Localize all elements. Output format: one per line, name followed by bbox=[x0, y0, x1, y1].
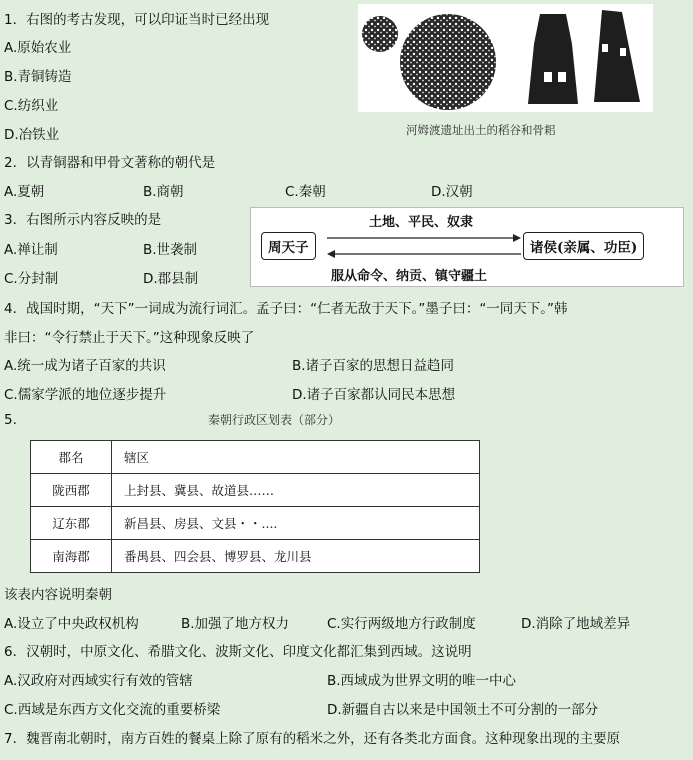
q3-option-d: D.郡县制 bbox=[143, 271, 199, 287]
diagram-bottom-text: 服从命令、纳贡、镇守疆土 bbox=[331, 269, 488, 284]
table-cell: 上封县、冀县、故道县…… bbox=[112, 474, 480, 507]
table-row bbox=[31, 474, 480, 507]
q3-option-a: A.禅让制 bbox=[4, 242, 58, 258]
q5-option-b: B.加强了地方权力 bbox=[181, 616, 290, 632]
q6-option-b: B.西域成为世界文明的唯一中心 bbox=[327, 673, 517, 689]
q7-stem: 7．魏晋南北朝时，南方百姓的餐桌上除了原有的稻米之外，还有各类北方面食。这种现象出现的主要原 bbox=[4, 731, 621, 747]
table-cell: 新昌县、房县、文县・・.... bbox=[112, 507, 480, 540]
q5-option-a: A.设立了中央政权机构 bbox=[4, 616, 139, 632]
diagram-top-text: 土地、平民、奴隶 bbox=[369, 215, 474, 230]
table-row bbox=[31, 507, 480, 540]
table-cell: 南海郡 bbox=[31, 540, 112, 573]
bone-spade-1 bbox=[528, 14, 578, 104]
table-header-row bbox=[31, 441, 480, 474]
q4-stem-line2: 非曰：“令行禁止于天下。”这种现象反映了 bbox=[4, 330, 255, 346]
table-cell: 辽东郡 bbox=[31, 507, 112, 540]
q6-option-c: C.西域是东西方文化交流的重要桥梁 bbox=[4, 702, 221, 718]
q5-number: 5. bbox=[4, 412, 17, 428]
q5-table-title: 秦朝行政区划表（部分） bbox=[208, 413, 341, 427]
table-cell: 陇西郡 bbox=[31, 474, 112, 507]
q5-option-c: C.实行两级地方行政制度 bbox=[327, 616, 476, 632]
q2-option-a: A.夏朝 bbox=[4, 184, 45, 200]
table-header-cell: 辖区 bbox=[112, 441, 480, 474]
table-header-cell: 郡名 bbox=[31, 441, 112, 474]
q5-stem: 该表内容说明秦朝 bbox=[4, 587, 112, 603]
q3-enfeoffment-diagram bbox=[250, 207, 684, 287]
q5-option-d: D.消除了地域差异 bbox=[521, 616, 631, 632]
q6-option-d: D.新疆自古以来是中国领土不可分割的一部分 bbox=[327, 702, 599, 718]
q4-option-c: C.儒家学派的地位逐步提升 bbox=[4, 387, 167, 403]
bone-spade-2 bbox=[594, 10, 640, 102]
q2-stem: 2．以青铜器和甲骨文著称的朝代是 bbox=[4, 155, 216, 171]
q2-option-d: D.汉朝 bbox=[431, 184, 473, 200]
q1-option-c: C.纺织业 bbox=[4, 98, 59, 114]
q1-artifact-photo bbox=[358, 4, 653, 112]
q4-option-b: B.诸子百家的思想日益趋同 bbox=[292, 358, 455, 374]
table-row bbox=[31, 540, 480, 573]
diagram-left-box: 周天子 bbox=[261, 232, 316, 260]
q1-option-a: A.原始农业 bbox=[4, 40, 72, 56]
diagram-arrows bbox=[251, 208, 683, 286]
q4-stem-line1: 4．战国时期，“天下”一词成为流行词汇。孟子曰：“仁者无敌于天下。”墨子曰：“一同天下。”韩 bbox=[4, 301, 568, 317]
q4-option-a: A.统一成为诸子百家的共识 bbox=[4, 358, 166, 374]
q3-option-c: C.分封制 bbox=[4, 271, 59, 287]
q3-option-b: B.世袭制 bbox=[143, 242, 198, 258]
q1-option-b: B.青铜铸造 bbox=[4, 69, 72, 85]
q2-option-b: B.商朝 bbox=[143, 184, 184, 200]
q2-option-c: C.秦朝 bbox=[285, 184, 326, 200]
table-cell: 番禺县、四会县、博罗县、龙川县 bbox=[112, 540, 480, 573]
q6-stem: 6．汉朝时，中原文化、希腊文化、波斯文化、印度文化都汇集到西域。这说明 bbox=[4, 644, 472, 660]
q1-figure-caption: 河姆渡遗址出土的稻谷和骨耜 bbox=[406, 123, 556, 137]
rice-grain-pile bbox=[400, 14, 496, 110]
q1-option-d: D.冶铁业 bbox=[4, 127, 60, 143]
q1-stem: 1．右图的考古发现，可以印证当时已经出现 bbox=[4, 12, 270, 28]
diagram-right-box: 诸侯(亲属、功臣) bbox=[523, 232, 644, 260]
rice-grain-small bbox=[362, 16, 398, 52]
q6-option-a: A.汉政府对西域实行有效的管辖 bbox=[4, 673, 193, 689]
q4-option-d: D.诸子百家都认同民本思想 bbox=[292, 387, 456, 403]
q3-stem: 3．右图所示内容反映的是 bbox=[4, 212, 162, 228]
q5-administrative-table bbox=[30, 440, 480, 573]
